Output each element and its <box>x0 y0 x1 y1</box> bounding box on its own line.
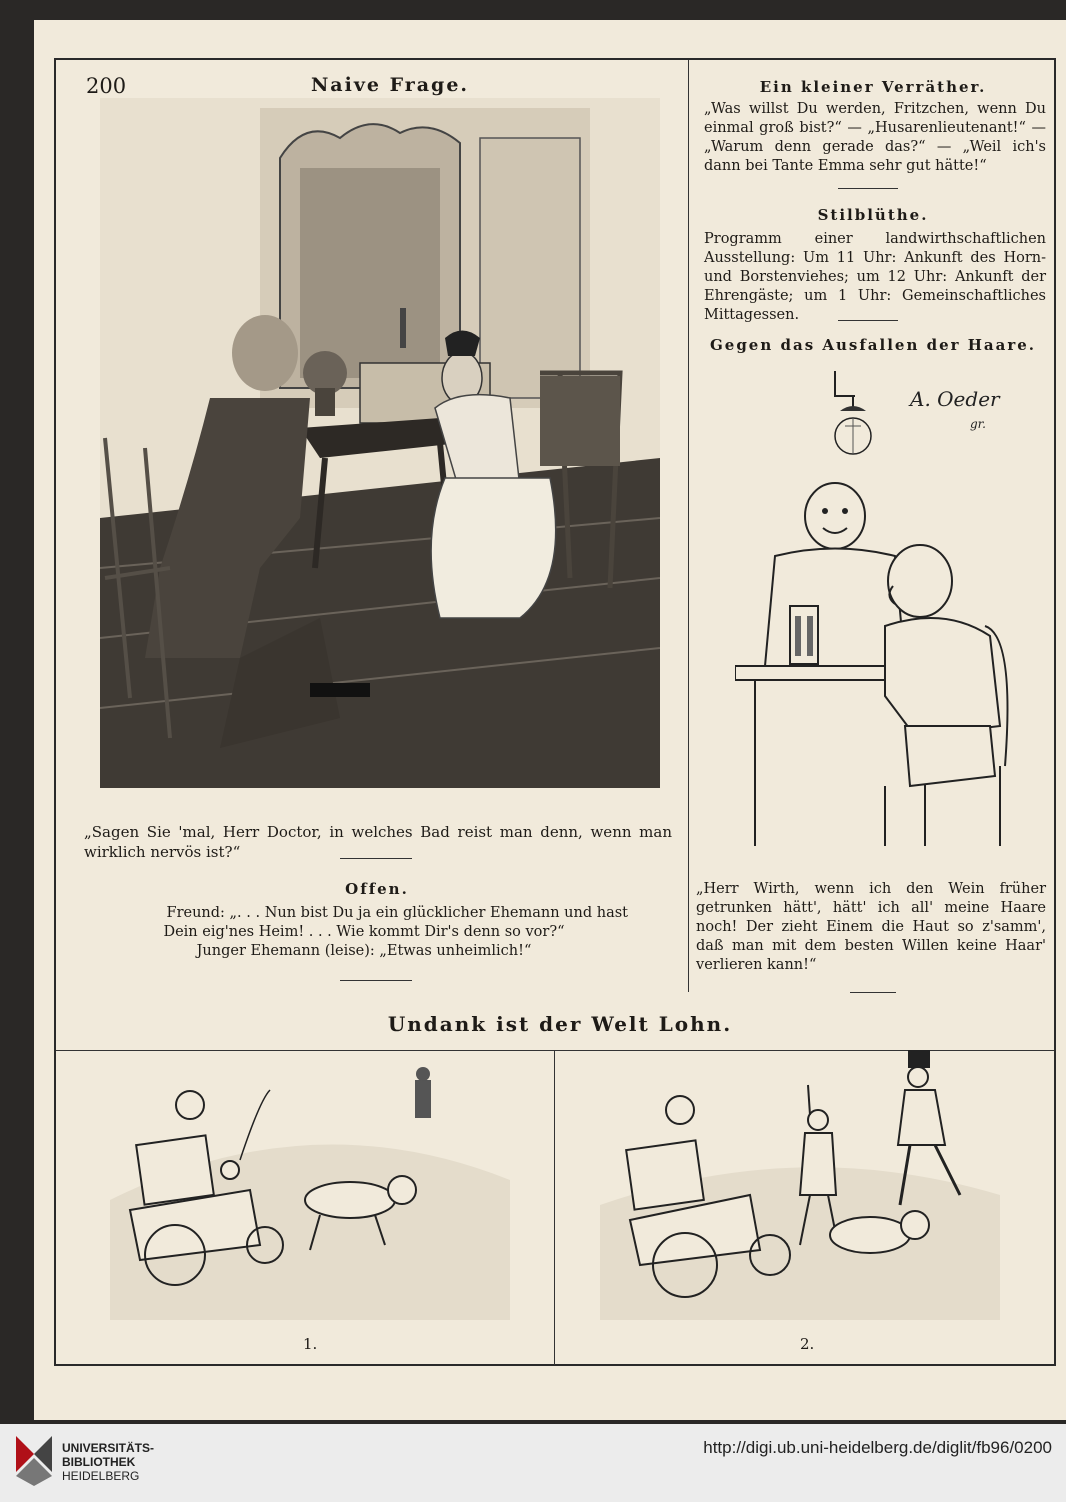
divider <box>340 980 412 981</box>
offen-line-2: Dein eig'nes Heim! . . . Wie kommt Dir's denn so vor?“ <box>163 924 565 940</box>
library-name-line-1: UNIVERSITÄTS- <box>62 1441 155 1455</box>
divider <box>838 188 898 189</box>
offen-title: Offen. <box>345 880 409 898</box>
panel-2-label: 2. <box>800 1335 815 1353</box>
haare-title: Gegen das Ausfallen der Haare. <box>709 336 1037 354</box>
offen-line-3: Junger Ehemann (leise): „Etwas unheimlich!“ <box>196 943 532 959</box>
haare-caption: „Herr Wirth, wenn ich den Wein früher getrunken hätt', hätt' ich all' meine Haare noch! Der zieht Einem die Haut so z'samm', daß man mit dem besten Willen keine Haar' verlieren kann!“ <box>696 881 1046 973</box>
svg-text:gr.: gr. <box>970 417 986 431</box>
stilbluethe-text: Programm einer landwirthschaftlichen Ausstellung: Um 11 Uhr: Ankunft des Horn- und Borstenviehes; um 12 Uhr: Ankunft der Ehrengäste; um 1 Uhr: Gemeinschaftliches Mittagessen. <box>704 231 1046 323</box>
naive-frage-caption: „Sagen Sie 'mal, Herr Doctor, in welches Bad reist man denn, wenn man wirklich nervös ist?“ <box>84 823 672 861</box>
naive-frage-title: Naive Frage. <box>310 74 470 96</box>
cart-panel-1-illustration <box>110 1060 510 1320</box>
svg-text:A. Oeder: A. Oeder <box>910 387 1000 411</box>
salon-illustration <box>100 98 660 788</box>
panel-separator <box>554 1050 555 1365</box>
panel-1-label: 1. <box>303 1335 318 1353</box>
tavern-illustration <box>735 366 1045 856</box>
divider <box>838 320 898 321</box>
library-footer <box>0 1424 1066 1502</box>
undank-title: Undank ist der Welt Lohn. <box>387 1012 733 1036</box>
verraether-title: Ein kleiner Verräther. <box>759 78 987 96</box>
offen-line-1: Freund: „. . . Nun bist Du ja ein glücklicher Ehemann und hast <box>166 905 628 921</box>
source-url-link[interactable]: http://digi.ub.uni-heidelberg.de/diglit/fb96/0200 <box>703 1438 1052 1457</box>
divider <box>340 858 412 859</box>
library-logo-icon <box>14 1432 54 1488</box>
library-name-line-3: HEIDELBERG <box>62 1469 140 1483</box>
verraether-text: „Was willst Du werden, Fritzchen, wenn Du einmal groß bist?“ — „Husarenlieutenant!“ — „Warum denn gerade das?“ — „Weil ich's dann bei Tante Emma sehr gut hätte!“ <box>704 101 1046 174</box>
divider <box>850 992 896 993</box>
library-name-line-2: BIBLIOTHEK <box>62 1455 136 1469</box>
page-number: 200 <box>86 74 127 98</box>
cart-panel-2-illustration <box>600 1045 1000 1320</box>
column-separator <box>688 60 689 992</box>
stilbluethe-title: Stilblüthe. <box>817 206 929 224</box>
library-name <box>62 1441 154 1483</box>
